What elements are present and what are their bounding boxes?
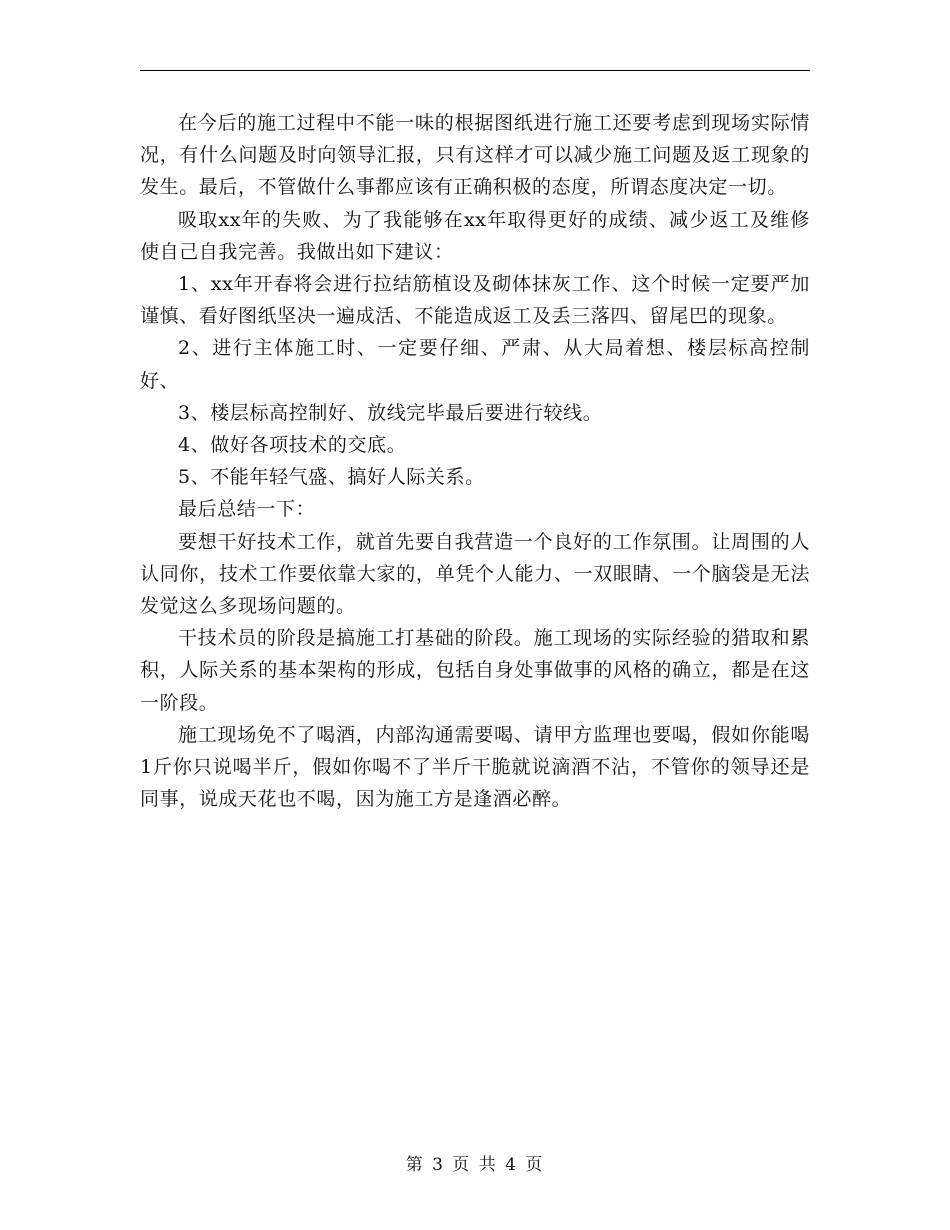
suggestion-5: 5、不能年轻气盛、搞好人际关系。 <box>178 466 485 489</box>
paragraph-drinking: 施工现场免不了喝酒，内部沟通需要喝、请甲方监理也要喝，假如你能喝1斤你只说喝半斤，假如你喝不了半斤干脆就说滴酒不沾，不管你的领导还是同事，说成天花也不喝，因为施工方是逢酒必醉。 <box>140 723 810 811</box>
suggestion-4: 4、做好各项技术的交底。 <box>178 434 407 457</box>
paragraph-work-atmosphere: 要想干好技术工作，就首先要自我营造一个良好的工作氛围。让周围的人认同你，技术工作要依靠大家的，单凭个人能力、一双眼睛、一个脑袋是无法发觉这么多现场问题的。 <box>140 530 810 618</box>
suggestion-3: 3、楼层标高控制好、放线完毕最后要进行较线。 <box>178 401 603 424</box>
header-rule <box>140 70 810 71</box>
suggestion-1: 1、xx年开春将会进行拉结筋植设及砌体抹灰工作、这个时候一定要严加谨慎、看好图纸坚决一遍成活、不能造成返工及丢三落四、留尾巴的现象。 <box>140 273 810 328</box>
paragraph-lessons: 吸取xx年的失败、为了我能够在xx年取得更好的成绩、减少返工及维修使自己自我完善。我做出如下建议： <box>140 208 810 263</box>
document-body <box>140 107 810 815</box>
summary-heading: 最后总结一下： <box>178 498 316 521</box>
page-number: 第 3 页 共 4 页 <box>405 1155 545 1175</box>
paragraph-site-conditions: 在今后的施工过程中不能一味的根据图纸进行施工还要考虑到现场实际情况，有什么问题及时向领导汇报，只有这样才可以减少施工问题及返工现象的发生。最后，不管做什么事都应该有正确积极的态度，所谓态度决定一切。 <box>140 112 810 199</box>
suggestion-2: 2、进行主体施工时、一定要仔细、严肃、从大局着想、楼层标高控制好、 <box>140 337 810 392</box>
paragraph-foundation-stage: 干技术员的阶段是搞施工打基础的阶段。施工现场的实际经验的猎取和累积，人际关系的基本架构的形成，包括自身处事做事的风格的确立，都是在这一阶段。 <box>140 627 810 714</box>
